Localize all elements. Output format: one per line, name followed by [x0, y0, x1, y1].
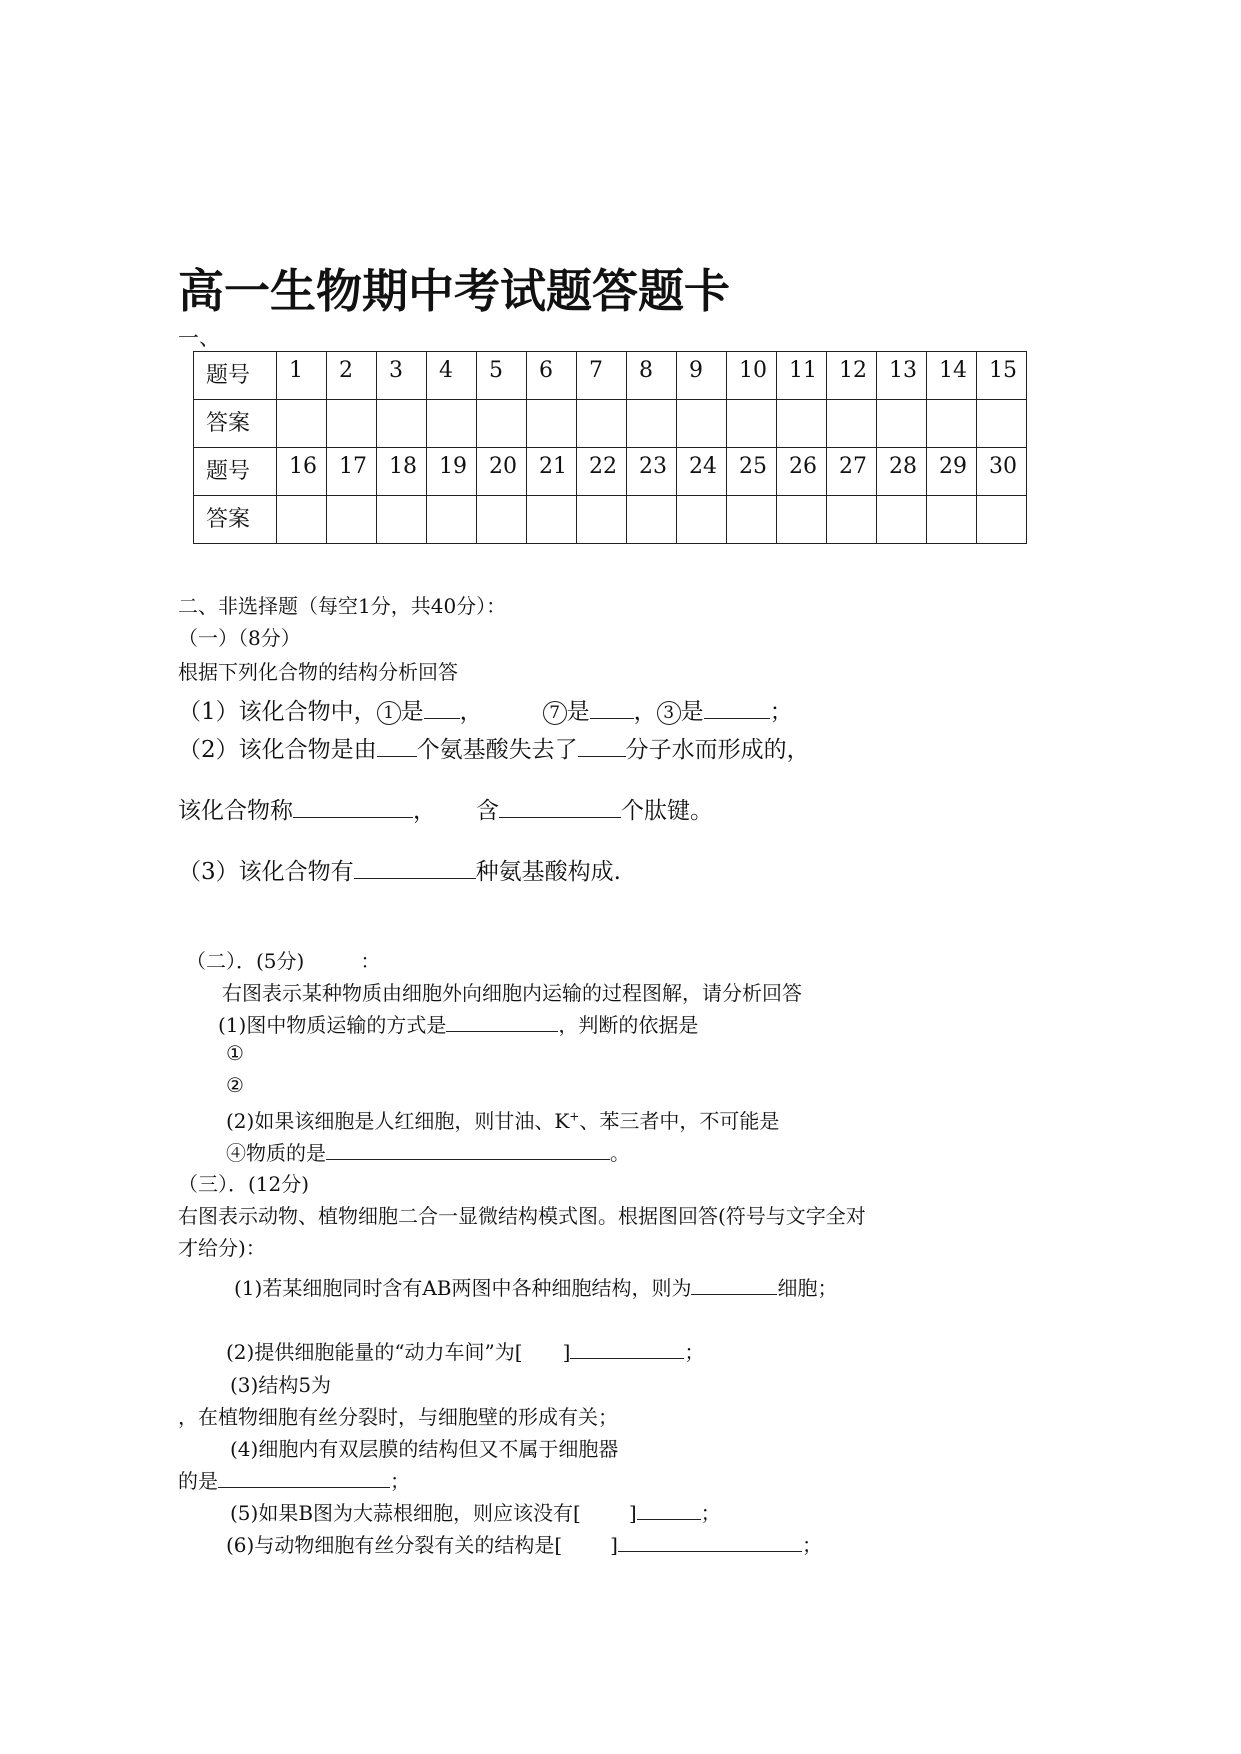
answer-cell[interactable]	[577, 400, 627, 448]
answer-cell[interactable]	[827, 496, 877, 544]
part3-q3b: ，在植物细胞有丝分裂时，与细胞壁的形成有关；	[178, 1405, 618, 1429]
question-number-cell: 17	[327, 448, 377, 496]
circled-number-3: 3	[657, 701, 681, 725]
question-number-cell: 18	[377, 448, 427, 496]
question-number-cell: 29	[927, 448, 977, 496]
row-header: 题号	[194, 352, 277, 400]
row-header: 答案	[194, 400, 277, 448]
question-number-cell: 3	[377, 352, 427, 400]
blank-field[interactable]	[377, 733, 417, 757]
question-number-cell: 30	[977, 448, 1027, 496]
answer-cell[interactable]	[327, 400, 377, 448]
blank-field[interactable]	[446, 1011, 558, 1032]
answer-grid-row	[194, 496, 1027, 544]
answer-cell[interactable]	[977, 400, 1027, 448]
section2-heading: 二、非选择题（每空1分，共40分）：	[178, 594, 507, 618]
answer-cell[interactable]	[527, 400, 577, 448]
part3-label: （三）．(12分)	[178, 1172, 310, 1196]
answer-grid-row	[194, 448, 1027, 496]
answer-cell[interactable]	[677, 496, 727, 544]
answer-cell[interactable]	[977, 496, 1027, 544]
blank-field[interactable]	[691, 1274, 777, 1295]
answer-cell[interactable]	[627, 400, 677, 448]
circled-number-1: 1	[377, 701, 401, 725]
answer-cell[interactable]	[577, 496, 627, 544]
question-number-cell: 4	[427, 352, 477, 400]
answer-cell[interactable]	[727, 496, 777, 544]
blank-field[interactable]	[637, 1499, 701, 1520]
question-number-cell: 20	[477, 448, 527, 496]
part2-q1: (1)图中物质运输的方式是 ，判断的依据是	[218, 1013, 699, 1037]
part3-q4b: 的是 ；	[178, 1469, 410, 1493]
question-number-cell: 22	[577, 448, 627, 496]
row-header: 题号	[194, 448, 277, 496]
question-number-cell: 24	[677, 448, 727, 496]
blank-field[interactable]	[578, 733, 626, 757]
question-number-cell: 25	[727, 448, 777, 496]
part3-q3: (3)结构5为	[230, 1373, 332, 1397]
answer-cell[interactable]	[327, 496, 377, 544]
blank-field[interactable]	[424, 695, 460, 719]
answer-cell[interactable]	[427, 400, 477, 448]
row-header: 答案	[194, 496, 277, 544]
question-number-cell: 27	[827, 448, 877, 496]
part2-intro: 右图表示某种物质由细胞外向细胞内运输的过程图解，请分析回答	[222, 981, 802, 1005]
page-title: 高一生物期中考试题答题卡	[178, 264, 730, 318]
blank-field[interactable]	[499, 794, 621, 818]
answer-cell[interactable]	[477, 496, 527, 544]
question-number-cell: 2	[327, 352, 377, 400]
section1-label: 一、	[178, 326, 220, 350]
question-number-cell: 26	[777, 448, 827, 496]
answer-cell[interactable]	[877, 496, 927, 544]
question-number-cell: 23	[627, 448, 677, 496]
part3-q5: (5)如果B图为大蒜根细胞，则应该没有[ ] ；	[230, 1501, 721, 1525]
part1-q2: （2）该化合物是由 个氨基酸失去了 分子水而形成的，	[178, 731, 810, 764]
circled-number-7: 7	[543, 701, 567, 725]
question-number-cell: 19	[427, 448, 477, 496]
answer-cell[interactable]	[777, 496, 827, 544]
question-number-cell: 8	[627, 352, 677, 400]
answer-cell[interactable]	[927, 496, 977, 544]
answer-cell[interactable]	[527, 496, 577, 544]
blank-field[interactable]	[570, 1338, 684, 1359]
answer-cell[interactable]	[877, 400, 927, 448]
answer-grid-row	[194, 352, 1027, 400]
answer-cell[interactable]	[277, 400, 327, 448]
blank-field[interactable]	[293, 794, 413, 818]
answer-cell[interactable]	[277, 496, 327, 544]
answer-cell[interactable]	[627, 496, 677, 544]
answer-cell[interactable]	[427, 496, 477, 544]
part1-intro: 根据下列化合物的结构分析回答	[178, 660, 458, 684]
answer-grid-row	[194, 400, 1027, 448]
part2-q2: (2)如果该细胞是人红细胞，则甘油、K+、苯三者中，不可能是	[226, 1109, 780, 1133]
answer-cell[interactable]	[677, 400, 727, 448]
question-number-cell: 13	[877, 352, 927, 400]
question-number-cell: 12	[827, 352, 877, 400]
answer-cell[interactable]	[377, 496, 427, 544]
question-number-cell: 21	[527, 448, 577, 496]
blank-field[interactable]	[618, 1531, 802, 1552]
question-number-cell: 5	[477, 352, 527, 400]
blank-field[interactable]	[354, 855, 476, 879]
question-number-cell: 14	[927, 352, 977, 400]
part2-c1: ①	[226, 1041, 244, 1065]
part3-q4: (4)细胞内有双层膜的结构但又不属于细胞器	[230, 1437, 619, 1461]
answer-cell[interactable]	[777, 400, 827, 448]
question-number-cell: 10	[727, 352, 777, 400]
blank-field[interactable]	[704, 695, 770, 719]
part2-c2: ②	[226, 1073, 244, 1097]
question-number-cell: 16	[277, 448, 327, 496]
part1-q3: （3）该化合物有 种氨基酸构成.	[178, 853, 621, 886]
part3-intro1: 右图表示动物、植物细胞二合一显微结构模式图。根据图回答(符号与文字全对	[178, 1204, 866, 1228]
question-number-cell: 28	[877, 448, 927, 496]
part2-label: （二）．(5分) ：	[186, 949, 381, 973]
answer-grid	[193, 351, 1027, 544]
answer-cell[interactable]	[727, 400, 777, 448]
part3-q2: (2)提供细胞能量的“动力车间”为[ ] ；	[226, 1340, 705, 1364]
question-number-cell: 1	[277, 352, 327, 400]
question-number-cell: 7	[577, 352, 627, 400]
question-number-cell: 6	[527, 352, 577, 400]
blank-field[interactable]	[218, 1467, 390, 1488]
part2-q2b: ④物质的是 。	[226, 1141, 630, 1165]
answer-cell[interactable]	[477, 400, 527, 448]
question-number-cell: 11	[777, 352, 827, 400]
part3-q6: (6)与动物细胞有丝分裂有关的结构是[ ] ；	[226, 1533, 822, 1557]
part1-label: （一）（8分）	[178, 626, 301, 650]
question-number-cell: 15	[977, 352, 1027, 400]
part1-q2b: 该化合物称 ， 含 个肽键。	[178, 792, 713, 825]
answer-cell[interactable]	[927, 400, 977, 448]
answer-cell[interactable]	[827, 400, 877, 448]
part3-intro2: 才给分)：	[178, 1236, 266, 1260]
part1-q1: （1）该化合物中， 1 是 ， 7 是 ， 3 是 ；	[178, 693, 793, 726]
blank-field[interactable]	[326, 1139, 610, 1160]
blank-field[interactable]	[590, 695, 634, 719]
answer-cell[interactable]	[377, 400, 427, 448]
question-number-cell: 9	[677, 352, 727, 400]
part3-q1: (1)若某细胞同时含有AB两图中各种细胞结构，则为 细胞；	[234, 1276, 838, 1300]
